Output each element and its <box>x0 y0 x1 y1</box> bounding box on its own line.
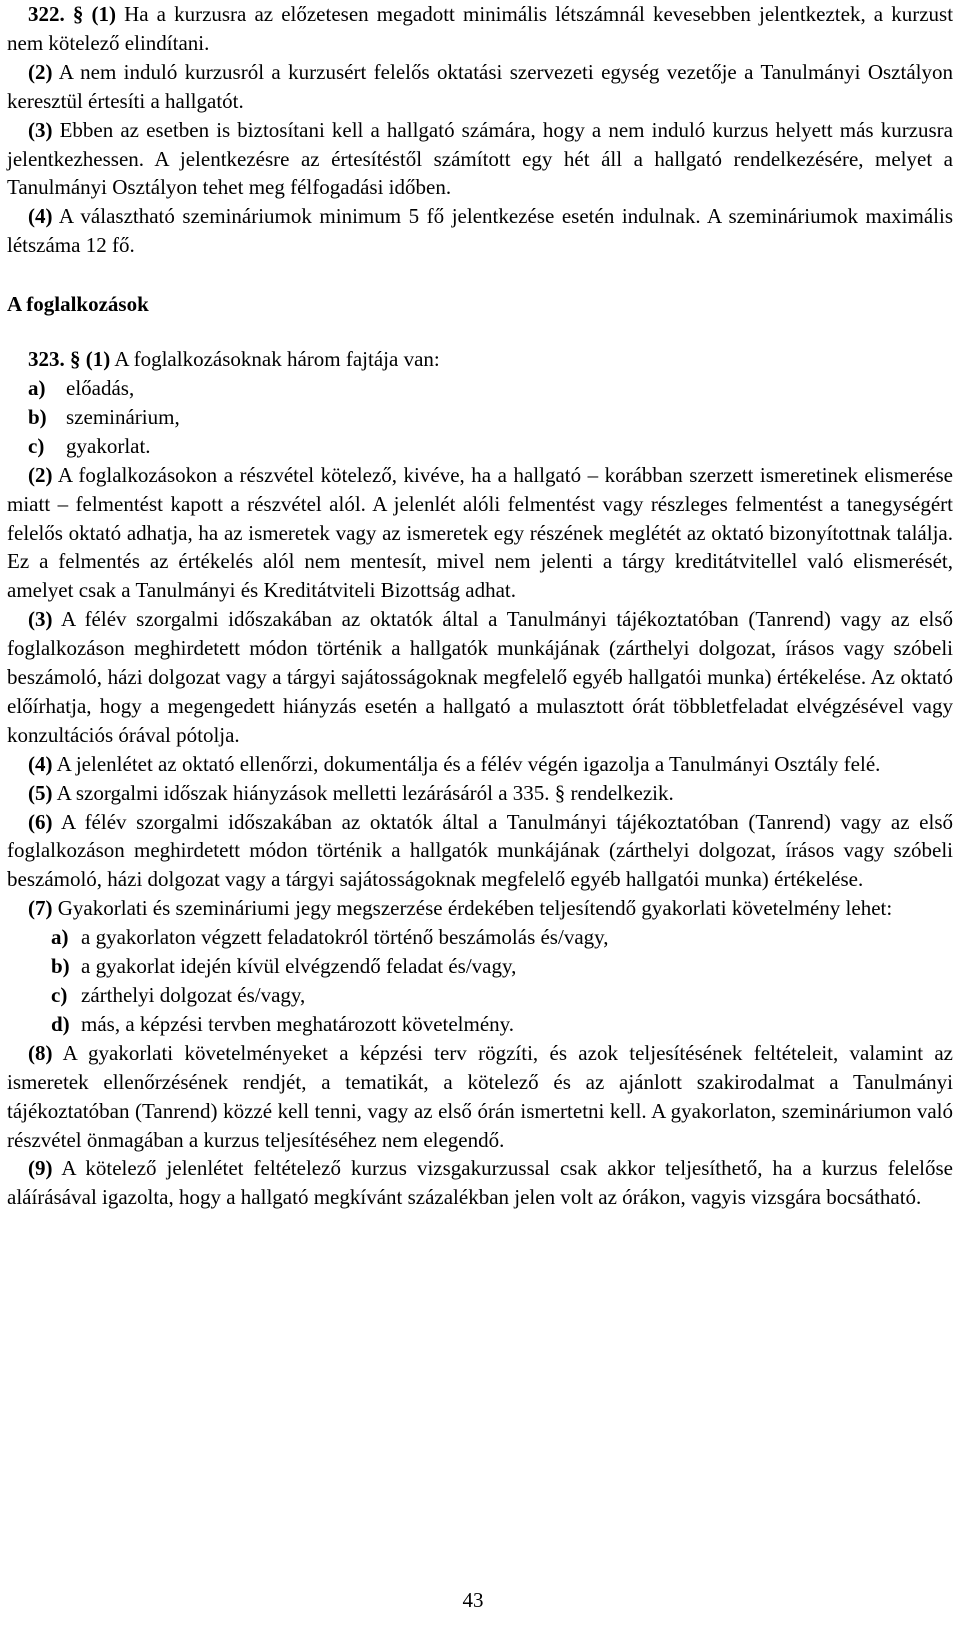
list-item <box>51 1010 953 1039</box>
paragraph-text: A foglalkozásoknak három fajtája van: <box>114 347 440 372</box>
paragraph-number: (1) <box>91 2 116 26</box>
paragraph-number: (6) <box>28 809 53 834</box>
paragraph-text: A félév szorgalmi időszakában az oktatók által a Tanulmányi tájékoztatóban (Tanrend) vagy az első foglalkozáson meghirdetett módon történik a hallgatók munkájának (zárthelyi dolgozat, írásos vagy szóbeli beszámoló, házi dolgozat vagy a tárgyi sajátosságoknak megfelelő egyéb hallgatói munka) értékelése. <box>7 809 953 892</box>
paragraph-number: (4) <box>28 204 53 229</box>
paragraph-text: A félév szorgalmi időszakában az oktatók által a Tanulmányi tájékoztatóban (Tanrend) vagy az első foglalkozáson meghirdetett módon történik a hallgatók munkájának (zárthelyi dolgozat, írásos vagy szóbeli beszámoló, házi dolgozat vagy a tárgyi sajátosságoknak megfelelő egyéb hallgatói munka) értékelése. Az oktató előírhatja, hogy a megengedett hiányzás esetén a hallgató a mulasztott órát többletfeladat elvégzésével vagy konzultációs órával pótolja. <box>7 607 953 747</box>
paragraph-text: A jelenlétet az oktató ellenőrzi, dokumentálja és a félév végén igazolja a Tanulmányi Osztály felé. <box>56 751 881 776</box>
paragraph-number: (9) <box>28 1156 53 1181</box>
paragraph-number: (8) <box>28 1040 53 1065</box>
list-item-text: szeminárium, <box>66 404 180 429</box>
section-323-paragraph-1 <box>7 345 953 374</box>
list-item-text: gyakorlat. <box>66 433 151 458</box>
paragraph-number: (3) <box>28 117 53 142</box>
section-322-paragraph-3 <box>7 116 953 203</box>
list-item-label: b) <box>51 954 70 979</box>
list-item-label: c) <box>28 433 45 458</box>
list-item <box>51 981 953 1010</box>
section-323-paragraph-3 <box>7 605 953 750</box>
section-323-paragraph-7 <box>7 894 953 923</box>
list-item-label: b) <box>28 404 47 429</box>
paragraph-text: Gyakorlati és szemináriumi jegy megszerzése érdekében teljesítendő gyakorlati követelmény lehet: <box>57 896 893 921</box>
section-heading: A foglalkozások <box>7 292 149 317</box>
list-item-label: c) <box>51 983 68 1007</box>
paragraph-text: A kötelező jelenlétet feltételező kurzus vizsgakurzussal csak akkor teljesíthető, ha a kurzus felelőse aláírásával igazolta, hogy a hallgató megkívánt százalékban jelen volt az órákon, vagyis vizsgára bocsátható. <box>7 1156 953 1210</box>
list-item-label: a) <box>51 925 69 950</box>
paragraph-number: (2) <box>28 59 53 84</box>
paragraph-text: A foglalkozásokon a részvétel kötelező, kivéve, ha a hallgató – korábban szerzett ismeretinek elismerése miatt – felmentést kapott a részvétel alól. A jelenlét alóli felmentést vagy részleges felmentést a tanegységért felelős oktató adhatja, ha az ismeretek vagy az ismeretek egy részének meglétét az oktató bizonyítottnak találja. Ez a felmentés az értékelés alól nem mentesít, mivel nem jelenti a tárgy kreditátvitellel való elismerését, amelyet csak a Tanulmányi és Kreditátviteli Bizottság adhat. <box>7 462 953 603</box>
paragraph-text: Ebben az esetben is biztosítani kell a hallgató számára, hogy a nem induló kurzus helyett más kurzusra jelentkezhessen. A jelentkezésre az értesítéstől számított egy hét áll a hallgató rendelkezésére, melyet a Tanulmányi Osztályon tehet meg félfogadási időben. <box>7 117 953 200</box>
section-323-paragraph-4 <box>7 750 953 779</box>
list-item <box>51 952 953 981</box>
section-323-paragraph-8 <box>7 1039 953 1155</box>
paragraph-text: A nem induló kurzusról a kurzusért felelős oktatási szervezeti egység vezetője a Tanulmányi Osztályon keresztül értesíti a hallgatót. <box>7 59 953 113</box>
section-sign: § <box>70 347 81 372</box>
document-body <box>7 0 953 1212</box>
paragraph-text: A szorgalmi időszak hiányzások melletti lezárásáról a 335. § rendelkezik. <box>56 780 674 805</box>
list-item-label: d) <box>51 1011 70 1036</box>
page-number: 43 <box>462 1588 484 1612</box>
section-322-paragraph-1 <box>7 0 953 58</box>
list-item-text: zárthelyi dolgozat és/vagy, <box>81 983 306 1007</box>
paragraph-number: (1) <box>85 347 111 372</box>
section-number: 322. <box>28 2 65 26</box>
section-323-paragraph-2 <box>7 461 953 606</box>
paragraph-number: (7) <box>28 896 53 921</box>
list-item <box>28 374 953 403</box>
requirements-list <box>7 923 953 1039</box>
list-item-text: más, a képzési tervben meghatározott követelmény. <box>81 1011 515 1036</box>
section-322-paragraph-2 <box>7 58 953 116</box>
section-323-paragraph-9 <box>7 1154 953 1212</box>
list-item-label: a) <box>28 375 46 400</box>
section-322-paragraph-4 <box>7 202 953 260</box>
list-item <box>28 403 953 432</box>
section-323-paragraph-6 <box>7 808 953 895</box>
section-323-paragraph-5 <box>7 779 953 808</box>
paragraph-number: (5) <box>28 780 53 805</box>
section-number: 323. <box>28 347 65 372</box>
list-item-text: a gyakorlaton végzett feladatokról történő beszámolás és/vagy, <box>81 925 609 950</box>
paragraph-text: A gyakorlati követelményeket a képzési terv rögzíti, és azok teljesítésének feltételeit, valamint az ismeretek ellenőrzésének rendjét, a tematikát, a kötelező és az ajánlott szakirodalmat a Tanulmányi tájékoztatóban (Tanrend) közzé kell tenni, vagy az első órán ismertetni kell. A gyakorlaton, szemináriumon való részvétel önmagában a kurzus teljesítéséhez nem elegendő. <box>7 1040 953 1152</box>
paragraph-number: (4) <box>28 751 53 776</box>
paragraph-number: (3) <box>28 607 53 632</box>
paragraph-text: A választható szemináriumok minimum 5 fő jelentkezése esetén indulnak. A szemináriumok maximális létszáma 12 fő. <box>7 204 953 258</box>
list-item <box>51 923 953 952</box>
paragraph-number: (2) <box>28 462 53 487</box>
paragraph-text: Ha a kurzusra az előzetesen megadott minimális létszámnál kevesebben jelentkeztek, a kurzust nem kötelező elindítani. <box>7 2 954 55</box>
foglalkozas-types-list <box>7 374 953 461</box>
list-item <box>28 432 953 461</box>
list-item-text: a gyakorlat idején kívül elvégzendő feladat és/vagy, <box>81 954 517 979</box>
section-sign: § <box>72 2 84 26</box>
list-item-text: előadás, <box>66 375 135 400</box>
